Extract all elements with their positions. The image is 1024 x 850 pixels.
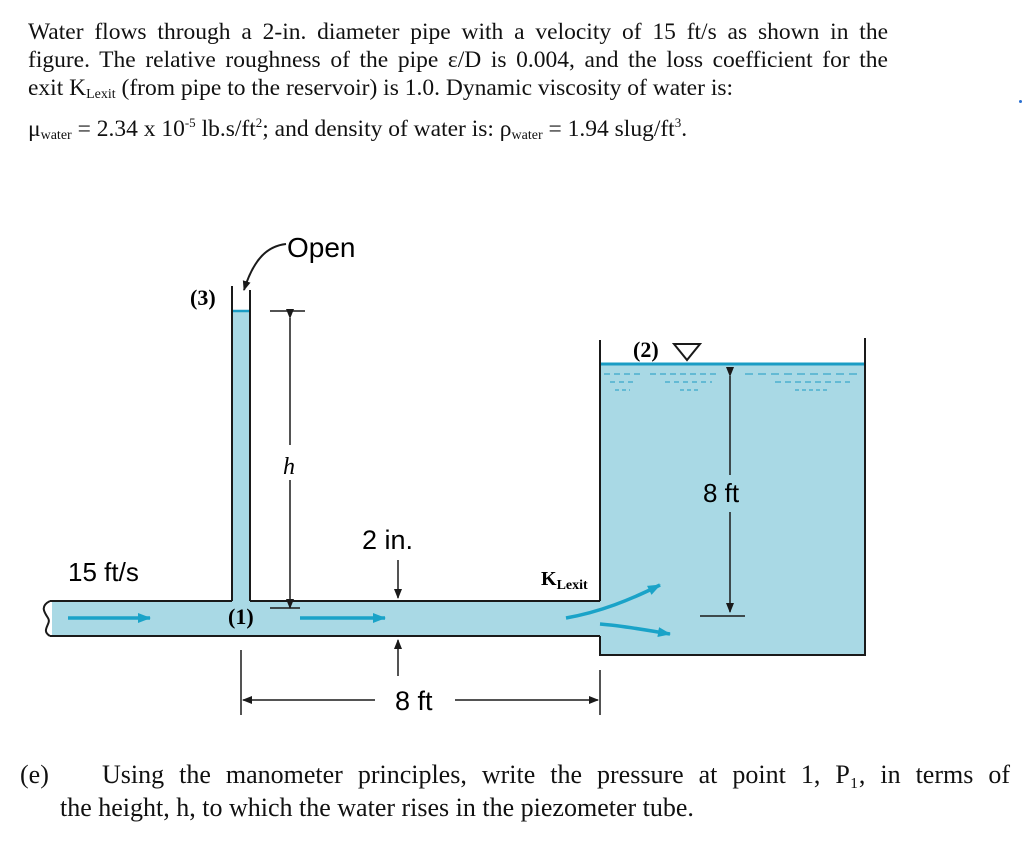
- problem-line-1: Water flows through a 2-in. diameter pipe with a velocity of 15 ft/s as shown in the: [28, 19, 888, 45]
- question-line-1: Using the manometer principles, write the pressure at point 1, P₁, in terms of: [102, 760, 1010, 789]
- superscript: 3: [674, 115, 682, 130]
- text-fragment: .: [681, 116, 688, 142]
- point-1-label: (1): [228, 604, 254, 629]
- open-end-arrow: [244, 244, 286, 290]
- k-subscript: Lexit: [556, 578, 588, 593]
- superscript: 2: [255, 115, 263, 130]
- text-fragment: exit K: [28, 75, 87, 101]
- superscript: -5: [184, 115, 196, 130]
- subscript: water: [40, 128, 72, 143]
- point-2-label: (2): [633, 337, 659, 362]
- subscript: water: [511, 128, 543, 143]
- h-label: h: [283, 454, 295, 480]
- text-fragment: ; and density of water is: ρ: [262, 116, 512, 142]
- k-lexit-label: [541, 568, 588, 593]
- length-label: 8 ft: [395, 686, 433, 716]
- mu-symbol: μ: [28, 116, 41, 142]
- text-fragment: (from pipe to the reservoir) is 1.0. Dynamic viscosity of water is:: [115, 75, 734, 101]
- text-fragment: lb.s/ft: [195, 116, 256, 142]
- problem-line-2: figure. The relative roughness of the pipe ε/D is 0.004, and the loss coefficient for the: [28, 47, 888, 73]
- free-surface-triangle-icon: [674, 344, 700, 360]
- velocity-label: 15 ft/s: [68, 557, 139, 587]
- depth-label: 8 ft: [703, 478, 740, 508]
- subscript: Lexit: [86, 87, 116, 102]
- piezometer-water: [232, 311, 250, 602]
- text-fragment: = 1.94 slug/ft: [542, 116, 675, 142]
- reservoir-water: [600, 364, 865, 655]
- diameter-label: 2 in.: [362, 525, 414, 555]
- question-line-2: the height, h, to which the water rises in the piezometer tube.: [60, 793, 694, 822]
- k-main: K: [541, 568, 557, 590]
- point-3-label: (3): [190, 285, 216, 310]
- question-e: [20, 758, 1010, 824]
- open-label: Open: [287, 232, 356, 263]
- text-fragment: = 2.34 x 10: [71, 116, 185, 142]
- part-label: (e): [20, 760, 49, 789]
